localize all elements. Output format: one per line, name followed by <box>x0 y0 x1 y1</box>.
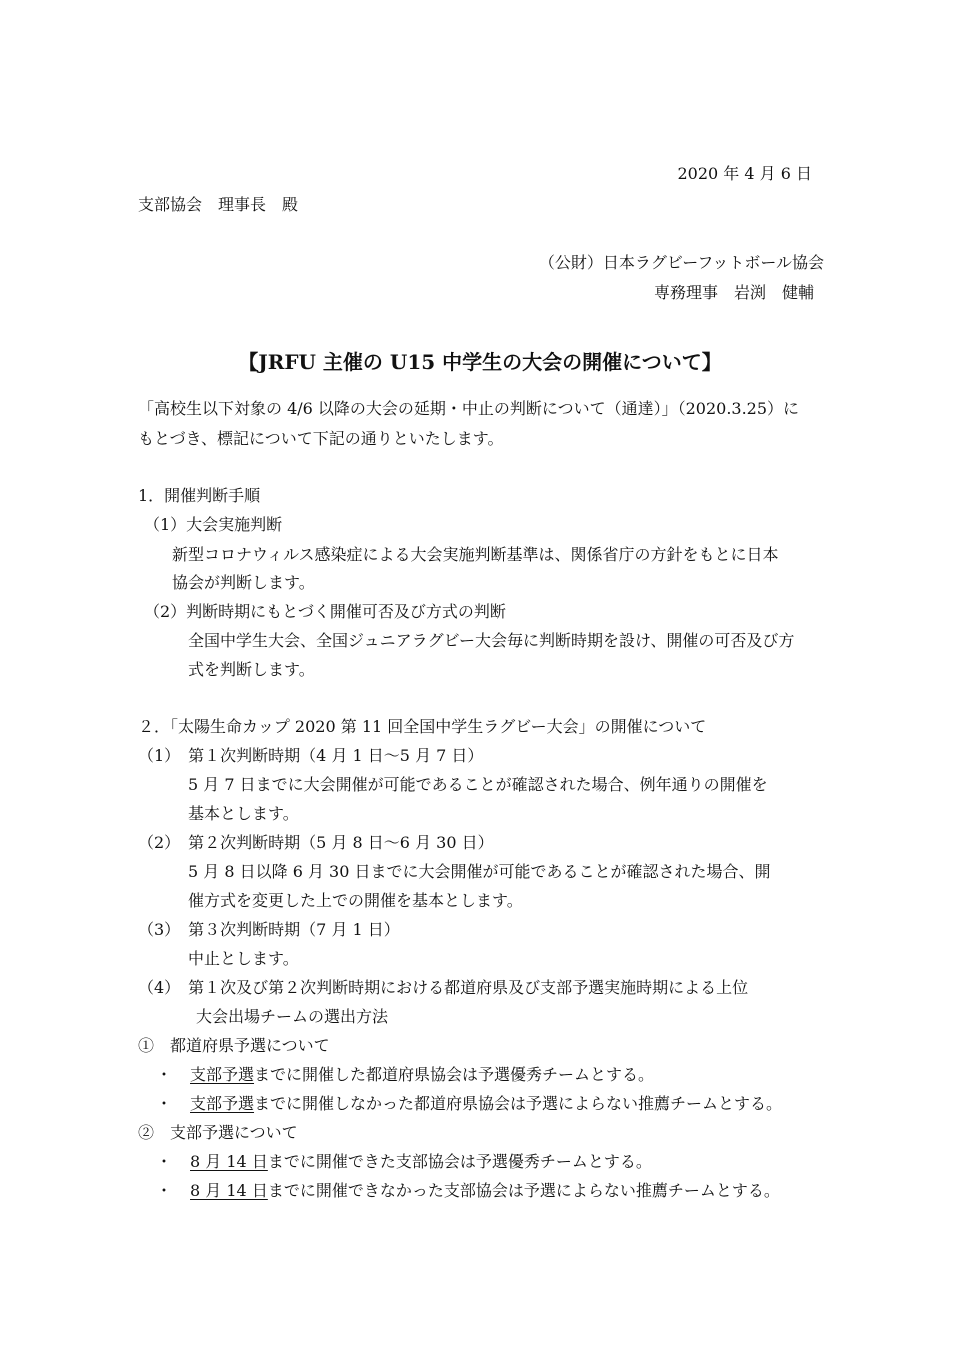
underlined-term: 8 月 14 日 <box>190 1152 268 1171</box>
list-item <box>156 1065 654 1085</box>
bullet: ・ <box>156 1152 173 1171</box>
intro-line-2: もとづき、標記について下記の通りといたします。 <box>138 429 504 448</box>
page-title: 【JRFU 主催の U15 中学生の大会の開催について】 <box>238 350 722 374</box>
section1-item2-line2: 式を判断します。 <box>188 660 315 679</box>
underlined-term: 支部予選 <box>190 1094 255 1113</box>
section1-item2-label: （2）判断時期にもとづく開催可否及び方式の判断 <box>144 602 506 621</box>
prefecture-qualifier-heading: ① 都道府県予選について <box>138 1036 330 1055</box>
bullet: ・ <box>156 1181 173 1200</box>
list-item <box>156 1094 782 1114</box>
section1-item1-line1: 新型コロナウィルス感染症による大会実施判断基準は、関係省庁の方針をもとに日本 <box>172 545 779 564</box>
section2-heading: ２．「太陽生命カップ 2020 第 11 回全国中学生ラグビー大会」の開催について <box>138 717 707 736</box>
list-item-text: までに開催できなかった支部協会は予選によらない推薦チームとする。 <box>267 1181 780 1200</box>
section2-item4-line2: 大会出場チームの選出方法 <box>196 1007 389 1026</box>
section1-item1-line2: 協会が判断します。 <box>172 573 315 592</box>
section2-item4-label: （4） 第１次及び第２次判断時期における都道府県及び支部予選実施時期による上位 <box>138 978 749 997</box>
section1-item1-label: （1）大会実施判断 <box>144 515 283 534</box>
section2-period1-line2: 基本とします。 <box>188 804 299 823</box>
list-item-text: までに開催できた支部協会は予選優秀チームとする。 <box>267 1152 652 1171</box>
list-item-text: までに開催しなかった都道府県協会は予選によらない推薦チームとする。 <box>254 1094 783 1113</box>
list-item <box>156 1152 652 1172</box>
section2-period3-label: （3） 第３次判断時期（7 月 1 日） <box>138 920 400 939</box>
letter-date: 2020 年 4 月 6 日 <box>677 164 812 183</box>
addressee: 支部協会 理事長 殿 <box>138 195 299 214</box>
section2-period1-label: （1） 第１次判断時期（4 月 1 日～5 月 7 日） <box>138 746 484 765</box>
section2-period3-line1: 中止とします。 <box>188 949 299 968</box>
list-item <box>156 1181 780 1201</box>
section2-period1-line1: 5 月 7 日までに大会開催が可能であることが確認された場合、例年通りの開催を <box>188 775 768 794</box>
underlined-term: 8 月 14 日 <box>190 1181 268 1200</box>
list-item-text: までに開催した都道府県協会は予選優秀チームとする。 <box>254 1065 655 1084</box>
intro-line-1: 「高校生以下対象の 4/6 以降の大会の延期・中止の判断について（通達）」（2020.3.25）に <box>138 399 800 418</box>
sender-name: 専務理事 岩渕 健輔 <box>653 283 814 302</box>
section1-item2-line1: 全国中学生大会、全国ジュニアラグビー大会毎に判断時期を設け、開催の可否及び方 <box>188 631 795 650</box>
bullet: ・ <box>156 1065 173 1084</box>
sender-organization: （公財）日本ラグビーフットボール協会 <box>538 253 824 272</box>
section1-heading: 1．開催判断手順 <box>138 486 261 505</box>
underlined-term: 支部予選 <box>190 1065 255 1084</box>
bullet: ・ <box>156 1094 173 1113</box>
section2-period2-line1: 5 月 8 日以降 6 月 30 日までに大会開催が可能であることが確認された場合、開 <box>188 862 771 881</box>
section2-period2-line2: 催方式を変更した上での開催を基本とします。 <box>188 891 523 910</box>
branch-qualifier-heading: ② 支部予選について <box>138 1123 298 1142</box>
section2-period2-label: （2） 第２次判断時期（5 月 8 日～6 月 30 日） <box>138 833 494 852</box>
